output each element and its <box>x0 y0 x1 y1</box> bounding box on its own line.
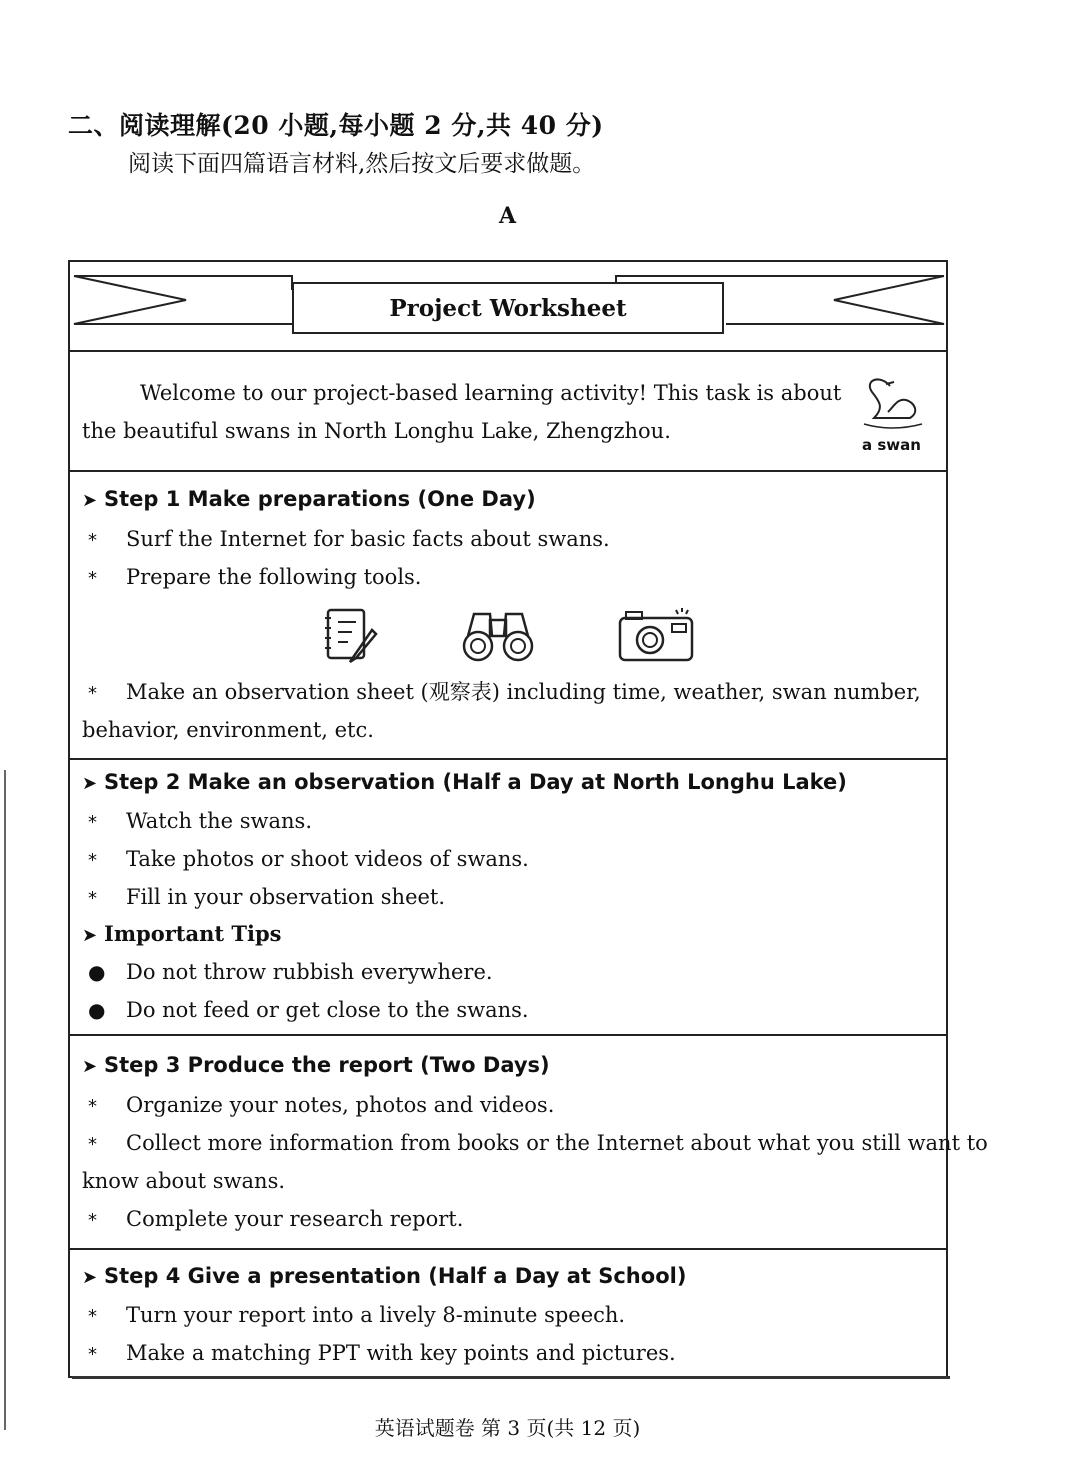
step1-sheet-line-2: behavior, environment, etc. <box>82 718 374 742</box>
swan-caption: a swan <box>862 436 921 454</box>
arrow-icon: ➤ <box>82 1267 98 1288</box>
divider-step3 <box>70 1248 946 1250</box>
arrow-icon: ➤ <box>82 1056 98 1077</box>
instruction-text: 阅读下面四篇语言材料,然后按文后要求做题。 <box>128 151 596 177</box>
intro-line-2: the beautiful swans in North Longhu Lake, Zhengzhou. <box>82 419 671 443</box>
divider-header <box>70 350 946 352</box>
step4-item-1: * Turn your report into a lively 8-minute speech. <box>88 1296 625 1336</box>
camera-icon <box>616 604 696 664</box>
divider-intro <box>70 470 946 472</box>
step3-title: ➤ Step 3 Produce the report (Two Days) <box>82 1053 550 1077</box>
divider-step1 <box>70 758 946 760</box>
important-tips-title: ➤ Important Tips <box>82 921 282 946</box>
worksheet-title: Project Worksheet <box>292 282 724 334</box>
dot-bullet: ● <box>88 998 106 1022</box>
arrow-icon: ➤ <box>82 490 98 511</box>
step1-title: ➤ Step 1 Make preparations (One Day) <box>82 487 536 511</box>
step2-item-1: * Watch the swans. <box>88 802 312 842</box>
star-bullet: * <box>88 1344 97 1365</box>
step2-title: ➤ Step 2 Make an observation (Half a Day at North Longhu Lake) <box>82 770 847 794</box>
section-heading: 二、阅读理解(20 小题,每小题 2 分,共 40 分) <box>68 111 604 140</box>
intro-line-1: Welcome to our project-based learning activity! This task is about <box>140 381 842 405</box>
step3-item-2-cont: know about swans. <box>82 1169 286 1193</box>
notebook-icon <box>322 606 382 664</box>
step1-item-1: * Surf the Internet for basic facts about swans. <box>88 520 610 560</box>
tip-1: ● Do not throw rubbish everywhere. <box>88 953 493 991</box>
page-footer: 英语试题卷 第 3 页(共 12 页) <box>374 1416 641 1440</box>
step2-item-3: * Fill in your observation sheet. <box>88 878 445 918</box>
star-bullet: * <box>88 568 97 589</box>
star-bullet: * <box>88 1134 97 1155</box>
box-shadow <box>72 1376 950 1379</box>
star-bullet: * <box>88 812 97 833</box>
tip-2: ● Do not feed or get close to the swans. <box>88 991 529 1029</box>
star-bullet: * <box>88 1210 97 1231</box>
step2-item-2: * Take photos or shoot videos of swans. <box>88 840 529 880</box>
star-bullet: * <box>88 888 97 909</box>
step4-title: ➤ Step 4 Give a presentation (Half a Day at School) <box>82 1264 687 1288</box>
divider-step2 <box>70 1034 946 1036</box>
dot-bullet: ● <box>88 960 106 984</box>
step3-item-2: * Collect more information from books or the Internet about what you still want to <box>88 1124 988 1164</box>
step4-item-2: * Make a matching PPT with key points and pictures. <box>88 1334 676 1374</box>
step1-sheet-line-1: * Make an observation sheet (观察表) including time, weather, swan number, <box>88 673 921 713</box>
star-bullet: * <box>88 683 97 704</box>
left-margin-rule <box>4 770 6 1430</box>
arrow-icon: ➤ <box>82 925 98 946</box>
step3-item-1: * Organize your notes, photos and videos. <box>88 1086 554 1126</box>
passage-label: A <box>498 203 517 229</box>
star-bullet: * <box>88 530 97 551</box>
step3-item-3: * Complete your research report. <box>88 1200 463 1240</box>
step1-item-2: * Prepare the following tools. <box>88 558 422 598</box>
star-bullet: * <box>88 1306 97 1327</box>
star-bullet: * <box>88 850 97 871</box>
swan-icon <box>850 372 934 438</box>
star-bullet: * <box>88 1096 97 1117</box>
binoculars-icon <box>460 606 536 664</box>
arrow-icon: ➤ <box>82 773 98 794</box>
